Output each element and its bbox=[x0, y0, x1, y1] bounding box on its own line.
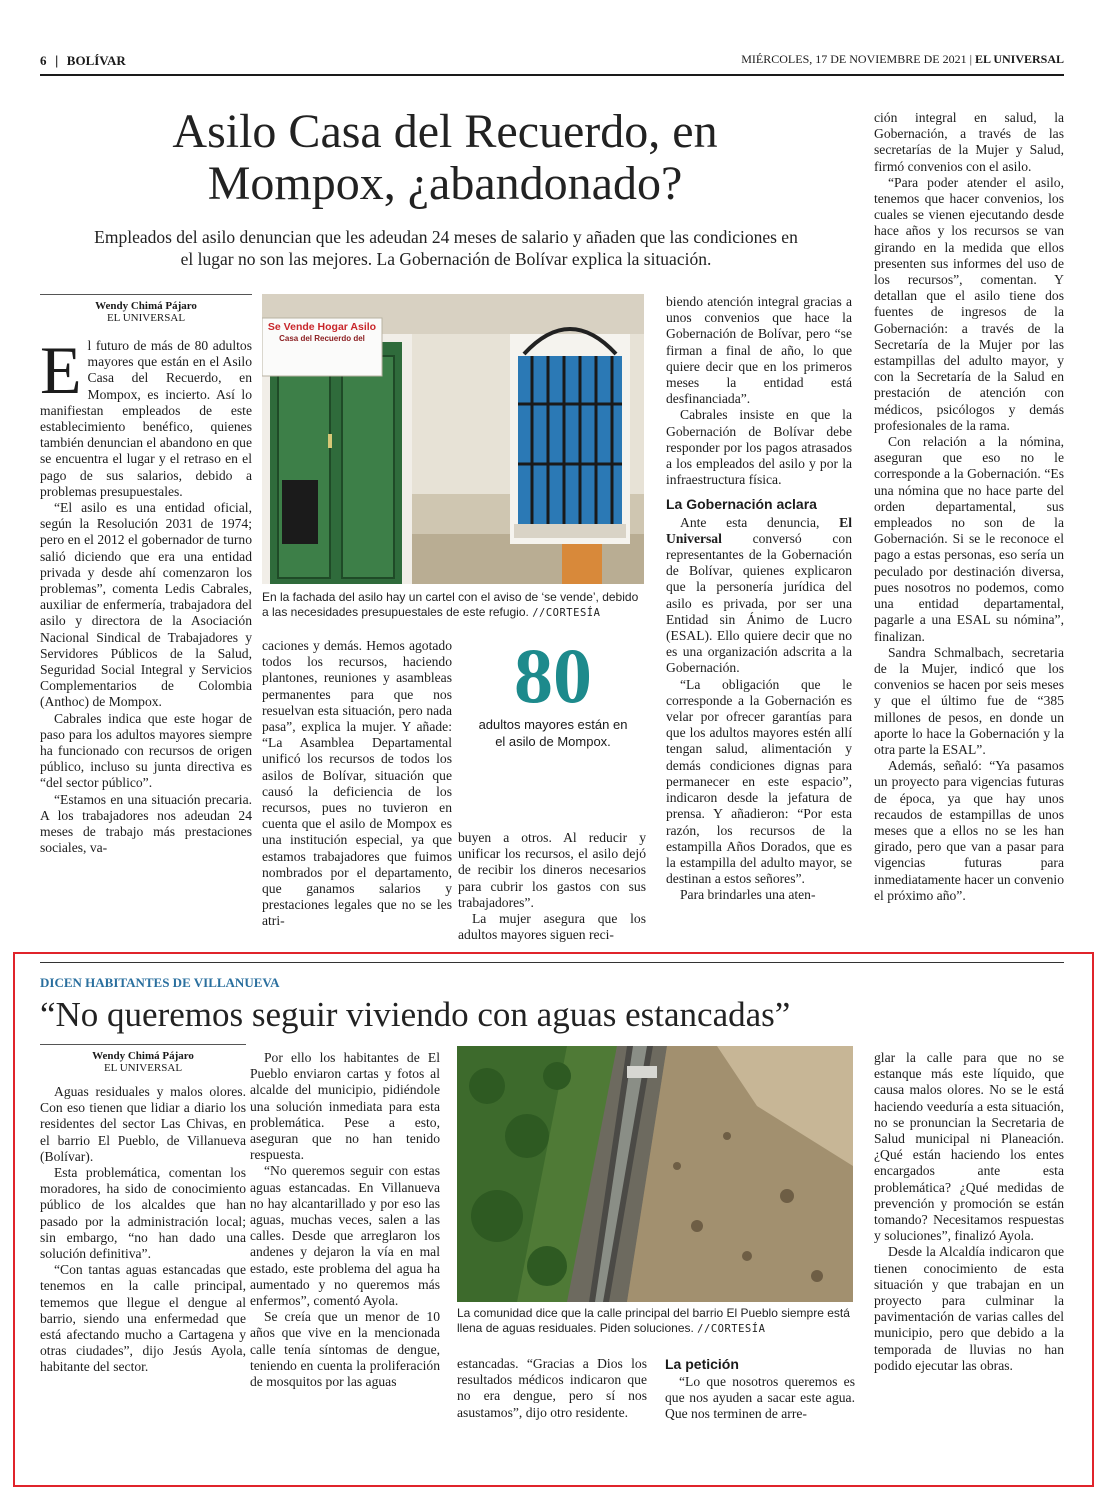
page-header: 6 | BOLÍVAR MIÉRCOLES, 17 DE NOVIEMBRE DE 2021 | EL UNIVERSAL bbox=[40, 52, 1064, 68]
article1-title-line2: Mompox, ¿abandonado? bbox=[207, 157, 683, 210]
paragraph: Además, señaló: “Ya pasamos un proyecto para vigencias futuras de época, ya que hay unos recaudos de estampillas de unos meses que a ellos no se les han girado, pero que van a pasar para vigencias futuras para inmediatamente hacer un convenio el próximo año”. bbox=[874, 758, 1064, 903]
paragraph: Por ello los habitantes de El Pueblo enviaron cartas y fotos al alcalde del municipio, pidiéndole una solución inmediata para esta problemática. Pese a esto, aseguran que no han tenido respuesta. bbox=[250, 1050, 440, 1163]
photo-credit: //CORTESÍA bbox=[697, 1323, 766, 1335]
byline-org: EL UNIVERSAL bbox=[106, 312, 186, 324]
article2-byline-rule bbox=[40, 1044, 246, 1045]
article1-title bbox=[40, 106, 850, 210]
issue-date: MIÉRCOLES, 17 DE NOVIEMBRE DE 2021 bbox=[741, 52, 967, 66]
header-rule bbox=[40, 74, 1064, 76]
article1-byline-rule bbox=[40, 294, 252, 295]
paragraph: Esta problemática, comentan los moradores, ha sido de conocimiento público de los alcaldes que han pasado por la administración local; sin embargo, “no han dado una solución definitiva”. bbox=[40, 1165, 246, 1262]
paragraph: “Con tantas aguas estancadas que tenemos en la calle principal, tememos que llegue el dengue al barrio, siendo una enfermedad que está afectando mucho a Cartagena y otras ciudades”, dijo Jesús Ayola, habitante del sector. bbox=[40, 1262, 246, 1375]
photo-caption: La comunidad dice que la calle principal del barrio El Pueblo siempre está llena de aguas residuales. Piden soluciones. //CORTESÍA bbox=[457, 1306, 850, 1335]
paragraph: “Estamos en una situación precaria. A los trabajadores nos adeudan 24 meses de trabajo más prestaciones sociales, va- bbox=[40, 791, 252, 856]
byline-author: Wendy Chimá Pájaro bbox=[92, 1050, 194, 1062]
sale-sign-line1: Se Vende Hogar Asilo bbox=[267, 321, 377, 333]
paragraph: caciones y demás. Hemos agotado todos los recursos, haciendo plantones, reuniones y asambleas permanentes para que nos resuelvan esta situación, pero nada pasa”, explica la mujer. Y añade: “La Asamblea Departamental unificó los recursos de todos los asilos de Bolívar, situación que causó la deficiencia de los recursos, pues no tuvieron en cuenta que el asilo de Mompox es una institución especial, ya que estamos trabajadores que fuimos nombrados por el departamento, que ganamos salarios y prestaciones legales que no se les atri- bbox=[262, 638, 452, 929]
paragraph: Desde la Alcaldía indicaron que tienen conocimiento de esta situación y que trabajan en un proyecto para culminar la pavimentación de varias calles del municipio, pero que debido a la temporada de lluvias no han podido ejecutar las obras. bbox=[874, 1244, 1064, 1373]
paragraph: “Lo que nosotros queremos es que nos ayuden a sacar este agua. Que nos terminen de arre- bbox=[665, 1374, 855, 1422]
drop-cap: E bbox=[40, 332, 82, 408]
stat-number: 80 bbox=[514, 632, 592, 719]
paragraph: buyen a otros. Al reducir y unificar los recursos, el asilo dejó de recibir los dineros necesarios para cubrir los gastos con sus trabajadores”. bbox=[458, 830, 646, 910]
paragraph: glar la calle para que no se estanque más este líquido, que causa malos olores. No se le está haciendo veeduría a esta situación, no se pronuncian la Secretaria de Salud municipal ni Planeación. ¿Qué están haciendo los entes encargados ante esta problemática? ¿Qué medidas de prevención y promoción se están tomando? Necesitamos respuestas y soluciones”, finalizó Ayola. bbox=[874, 1050, 1064, 1244]
sale-sign-line2: Casa del Recuerdo del bbox=[279, 334, 365, 343]
byline-org: EL UNIVERSAL bbox=[103, 1062, 183, 1074]
article1-column-5 bbox=[874, 110, 1064, 904]
article1-column-4 bbox=[666, 294, 852, 904]
article2-column-2 bbox=[250, 1050, 440, 1390]
paragraph: “No queremos seguir con estas aguas estancadas. En Villanueva no hay alcantarillado y por eso las aguas, muchas veces, salen a las calles. Desde que arreglaron los andenes y dejaron la vía en mal estado, este problema del agua ha aumentado y no queremos más enfermos”, comentó Ayola. bbox=[250, 1163, 440, 1309]
article2-column-1 bbox=[40, 1084, 246, 1376]
article2-title: “No queremos seguir viviendo con aguas estancadas” bbox=[40, 995, 791, 1034]
article2-column-4 bbox=[665, 1356, 855, 1423]
paragraph: estancadas. “Gracias a Dios los resultados médicos indicaron que no era dengue, pero sí nos asustamos”, dijo otro residente. bbox=[457, 1356, 647, 1420]
paragraph: Se creía que un menor de 10 años que vive en la mencionada calle tenía síntomas de dengue, teniendo en cuenta la proliferación de mosquitos por las aguas bbox=[250, 1309, 440, 1390]
paragraph: “Para poder atender el asilo, tenemos que hacer convenios, los cuales se vienen ejecutando desde hace años y los recursos se van girando en la medida que ellos presenten sus informes del uso de los recursos”, comentan. Y detallan que el asilo tiene dos fuentes de ingresos de la Gobernación: a través de la Secretaría de la Mujer por las estampillas del adulto mayor, y con la Secretaría de la Salud en prestación de atención con médicos, psicólogos y demás profesionales de la rama. bbox=[874, 174, 1064, 433]
article1-column-3 bbox=[458, 830, 646, 943]
stat-box bbox=[462, 632, 644, 750]
drainage-illustration bbox=[457, 1046, 853, 1302]
paragraph: “La obligación que le corresponde a la Gobernación es velar por ofrecer garantías para que los adultos mayores estén allí tengan salud, alimentación y demás condiciones dignas para permanecer en este espacio”, indicaron desde la jefatura de prensa. Y añadieron: “Por esta razón, los recursos de la estampilla Años Dorados, que es la estampilla del adulto mayor, se destinan a estos señores”. bbox=[666, 676, 852, 887]
article1-title-line1: Asilo Casa del Recuerdo, en bbox=[172, 105, 718, 158]
article1-deck: Empleados del asilo denuncian que les adeudan 24 meses de salario y añaden que las condiciones en el lugar no son las mejores. La Gobernación de Bolívar explica la situación. bbox=[94, 227, 798, 269]
photo-credit: //CORTESÍA bbox=[532, 607, 601, 619]
byline-author: Wendy Chimá Pájaro bbox=[95, 300, 197, 312]
drainage-photo bbox=[457, 1046, 853, 1302]
paragraph: La mujer asegura que los adultos mayores siguen reci- bbox=[458, 911, 646, 943]
paragraph: Aguas residuales y malos olores. Con eso tienen que lidiar a diario los residentes del sector Las Chivas, en el barrio El Pueblo, de Villanueva (Bolívar). bbox=[40, 1084, 246, 1164]
paragraph: biendo atención integral gracias a unos convenios que hace la Gobernación de Bolívar, pero “se firman a final de año, lo que quiere decir que en los primeros meses la entidad está desfinanciada”. bbox=[666, 294, 852, 407]
paragraph: “El asilo es una entidad oficial, según la Resolución 2031 de 1974; pero en el 2012 el gobernador de turno salió diciendo que era una entidad privada y desde ahí comenzaron los problemas”, comenta Ledis Cabrales, auxiliar de enfermería, trabajadora del asilo y directora de la Asociación Nacional Sindical de Trabajadores y Servidores Públicos de la Salud, Seguridad Social Integral y Servicios Complementarios de Colombia (Anthoc) de Mompox. bbox=[40, 500, 252, 710]
sale-sign bbox=[264, 321, 380, 344]
paragraph: Para brindarles una aten- bbox=[680, 887, 816, 903]
paragraph: ción integral en salud, la Gobernación, a través de las secretarías de la Mujer y Salud, firmó convenios con el asilo. bbox=[874, 110, 1064, 174]
paragraph: Cabrales indica que este hogar de paso para los adultos mayores siempre ha funcionado con recursos de origen público, incluso su junta directiva es “del sector público”. bbox=[40, 710, 252, 791]
paragraph: Sandra Schmalbach, secretaria de la Mujer, indicó que los convenios se hacen por seis meses y que el último fue de “385 millones de pesos, en donde un aporte lo hace la Gobernación y la otra parte la ESAL”. bbox=[874, 644, 1064, 757]
article2-byline bbox=[40, 1050, 246, 1074]
article1-column-2 bbox=[262, 638, 452, 930]
photo-caption: En la fachada del asilo hay un cartel con el aviso de ‘se vende’, debido a las necesidades presupuestales de este refugio. //CORTESÍA bbox=[262, 590, 639, 619]
paragraph: Cabrales insiste en que la Gobernación de Bolívar debe responder por los pagos atrasados a los empleados del asilo y por la infraestructura física. bbox=[666, 407, 852, 488]
page-number: 6 bbox=[40, 53, 47, 68]
paragraph: Con relación a la nómina, aseguran que eso no le corresponde a la Gobernación. “Es una nómina que no hace parte del orden departamental, sus empleados no son de la Gobernación. Si se le reconoce el pago a estas personas, eso sería un peculado por destinación diversa, pues nosotros no podemos, como una entidad departamental, pagarle a una ESAL su nómina”, finalizan. bbox=[874, 434, 1064, 644]
section-name: BOLÍVAR bbox=[66, 53, 126, 68]
article2-column-3 bbox=[457, 1356, 647, 1421]
paper-name-inline: El Universal bbox=[666, 514, 852, 546]
paper-name: EL UNIVERSAL bbox=[974, 52, 1064, 66]
subhead: La petición bbox=[665, 1356, 739, 1372]
article2-column-5 bbox=[874, 1050, 1064, 1374]
subhead: La Gobernación aclara bbox=[666, 496, 817, 513]
paragraph: l futuro de más de 80 adultos mayores que están en el Asilo Casa del Recuerdo, en Mompox, es incierto. Así lo manifiestan empleados de este establecimiento benéfico, quienes también denuncian el abandono en que se encuentra el lugar y el retraso en el pago de sus salarios, debido a problemas presupuestales. bbox=[40, 338, 252, 499]
article2-kicker: DICEN HABITANTES DE VILLANUEVA bbox=[40, 975, 280, 990]
asylum-facade-photo bbox=[262, 294, 644, 584]
stat-text: adultos mayores están en el asilo de Mompox. bbox=[478, 717, 628, 749]
article2-top-rule bbox=[40, 962, 1064, 963]
article1-column-1 bbox=[40, 332, 252, 857]
paragraph: Ante esta denuncia, El Universal conversó con representantes de la Gobernación de Bolívar, quienes explicaron que la personería jurídica del asilo es privada, por ser una Entidad sin Ánimo de Lucro (ESAL). Ello quiere decir que no es una organización adscrita a la Gobernación. bbox=[666, 514, 852, 676]
article1-byline bbox=[40, 300, 252, 324]
